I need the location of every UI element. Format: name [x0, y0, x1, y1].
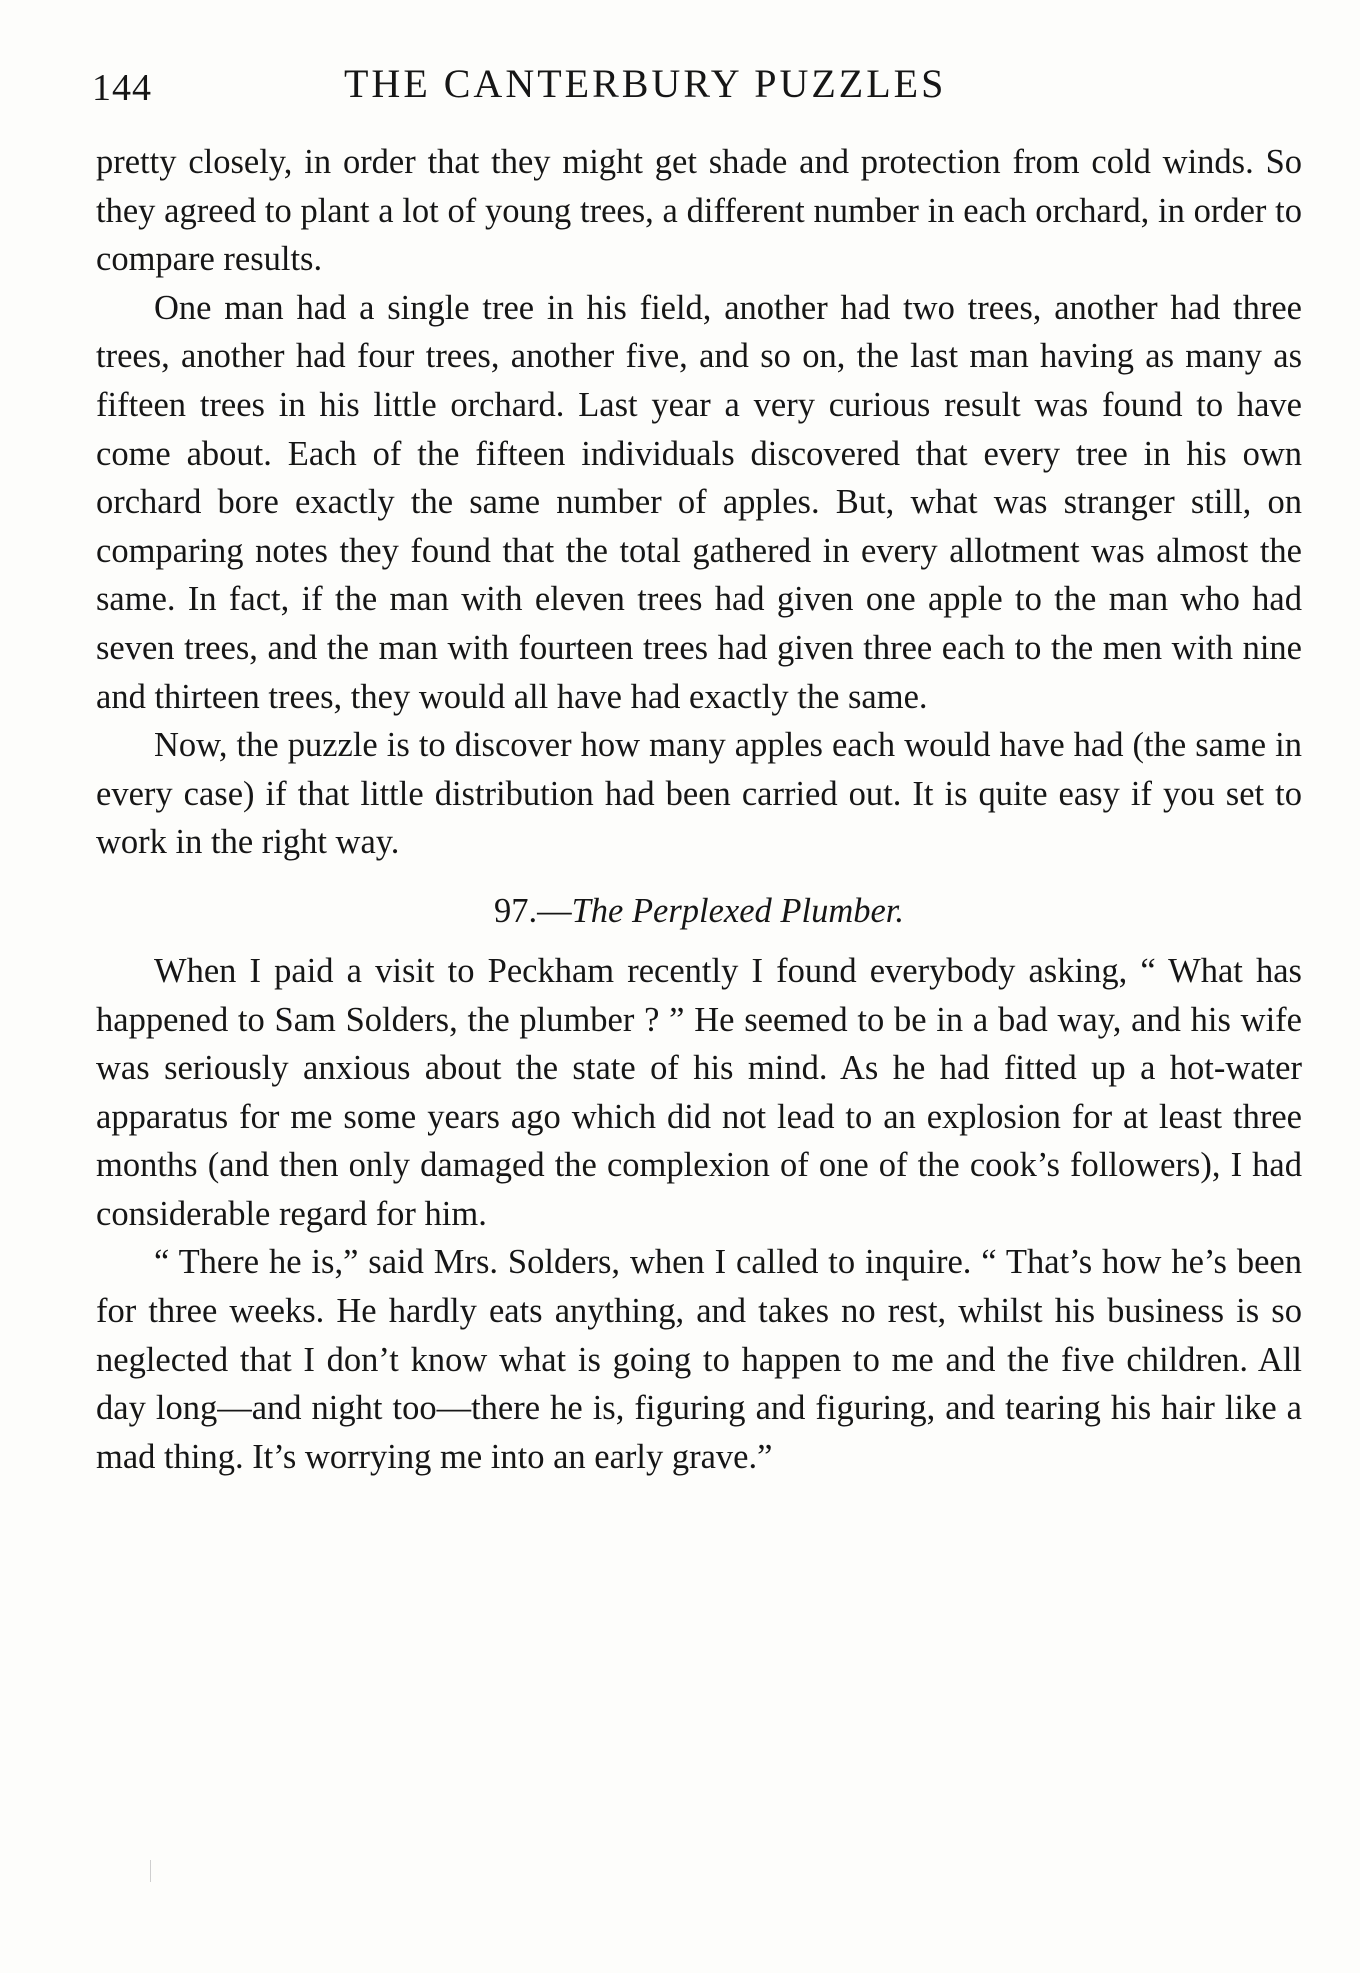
paragraph: “ There he is,” said Mrs. Solders, when I called to inquire. “ That’s how he’s been for three weeks. He hardly eats anything, and takes no rest, whilst his business is so neglected that I don’t know what is going to happen to me and the five children. All day long—and night too—there he is, figuring and figuring, and tearing his hair like a mad thing. It’s worrying me into an early grave.”	[96, 1243, 1302, 1476]
section-title: The Perplexed Plumber.	[571, 891, 905, 930]
scan-mark	[150, 1860, 151, 1882]
paragraph: When I paid a visit to Peckham recently I found everybody asking, “ What has happened to Sam Solders, the plumber ? ” He seemed to be in a bad way, and his wife was seriously anxious about the state of his mind. As he had fitted up a hot-water apparatus for me some years ago which did not lead to an explosion for at least three months (and then only damaged the complexion of one of the cook’s followers), I had considerable regard for him.	[96, 951, 1302, 1233]
paragraph: One man had a single tree in his field, another had two trees, another had three trees, another had four trees, another five, and so on, the last man having as many as fifteen trees in his little orchard. Last year a very curious result was found to have come about. Each of the fifteen individuals discovered that every tree in his own orchard bore exactly the same number of apples. But, what was stranger still, on comparing notes they found that the total gathered in every allotment was almost the same. In fact, if the man with eleven trees had given one apple to the man who had seven trees, and the man with fourteen trees had given three each to the men with nine and thirteen trees, they would all have had exactly the same.	[96, 288, 1302, 716]
paragraph: Now, the puzzle is to discover how many apples each would have had (the same in every case) if that little distribution had been carried out. It is quite easy if you set to work in the right way.	[96, 726, 1302, 862]
body-text	[96, 138, 1302, 1481]
running-title: THE CANTERBURY PUZZLES	[344, 61, 947, 106]
section-number: 97.—	[493, 891, 572, 930]
paragraph-continued: pretty closely, in order that they might get shade and protection from cold winds. So they agreed to plant a lot of young trees, a different number in each orchard, in order to compare results.	[96, 143, 1302, 279]
page-number: 144	[92, 67, 152, 109]
running-head	[92, 60, 1302, 120]
section-heading	[96, 887, 1302, 935]
